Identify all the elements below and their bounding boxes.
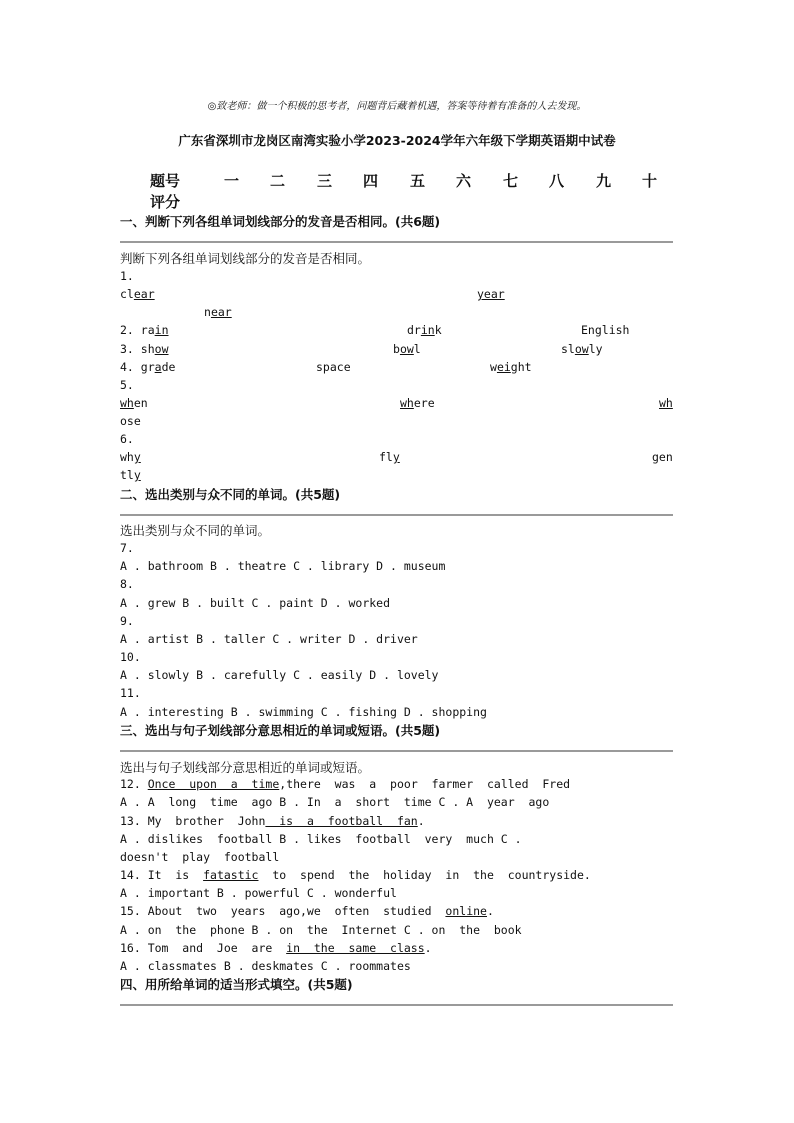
score-label: 评分: [150, 193, 181, 211]
score-col-6: 六: [456, 172, 472, 190]
score-col-2: 二: [270, 172, 286, 190]
q10-number: 10.: [120, 650, 141, 664]
section4-heading: 四、用所给单词的适当形式填空。(共5题): [120, 977, 353, 992]
score-col-1: 一: [224, 172, 240, 190]
q14-options: A . important B . powerful C . wonderful: [120, 886, 397, 900]
section-divider: [120, 241, 673, 243]
q1-word3: near: [204, 305, 232, 319]
score-col-8: 八: [549, 172, 565, 190]
section2-heading: 二、选出类别与众不同的单词。(共5题): [120, 487, 341, 502]
q15-options: A . on the phone B . on the Internet C . on the book: [120, 923, 522, 937]
section-divider: [120, 750, 673, 752]
q12-sentence: 12. Once upon a time,there was a poor farmer called Fred: [120, 777, 571, 791]
q11-number: 11.: [120, 686, 141, 700]
score-col-7: 七: [503, 172, 519, 190]
q7-number: 7.: [120, 541, 134, 555]
q6-number: 6.: [120, 432, 134, 446]
q16-options: A . classmates B . deskmates C . roommates: [120, 959, 411, 973]
q2-line: 2. rain: [120, 323, 169, 337]
section1-heading: 一、判断下列各组单词划线部分的发音是否相同。(共6题): [120, 214, 441, 229]
q11-options: A . interesting B . swimming C . fishing D . shopping: [120, 705, 487, 719]
q3-word3: slowly: [561, 342, 603, 356]
score-col-10: 十: [642, 172, 658, 190]
q8-number: 8.: [120, 577, 134, 591]
score-col-3: 三: [317, 172, 333, 190]
q6-word3-part2: tly: [120, 468, 141, 482]
section1-instruction: 判断下列各组单词划线部分的发音是否相同。: [120, 251, 371, 266]
q7-options: A . bathroom B . theatre C . library D . museum: [120, 559, 446, 573]
q1-word2: year: [477, 287, 505, 301]
q4-line: 4. grade: [120, 360, 176, 374]
q5-word1: when: [120, 396, 148, 410]
q5-number: 5.: [120, 378, 134, 392]
score-col-4: 四: [363, 172, 379, 190]
q16-sentence: 16. Tom and Joe are in the same class.: [120, 941, 432, 955]
exam-title: 广东省深圳市龙岗区南湾实验小学2023-2024学年六年级下学期英语期中试卷: [178, 133, 616, 148]
score-col-5: 五: [410, 172, 426, 190]
q13-options: A . dislikes football B . likes football very much C .: [120, 832, 522, 846]
motto-text: ◎致老师：做一个积极的思考者，问题背后藏着机遇，答案等待着有准备的人去发现。: [207, 101, 587, 112]
q5-word3-part2: ose: [120, 414, 141, 428]
q3-word2: bowl: [393, 342, 421, 356]
q2-word3: English: [581, 323, 630, 337]
q12-options: A . A long time ago B . In a short time C . A year ago: [120, 795, 550, 809]
q13-sentence: 13. My brother John is a football fan.: [120, 814, 425, 828]
q13-options-cont: doesn't play football: [120, 850, 280, 864]
q14-sentence: 14. It is fatastic to spend the holiday in the countryside.: [120, 868, 591, 882]
q15-sentence: 15. About two years ago,we often studied online.: [120, 904, 494, 918]
score-question-label: 题号: [150, 172, 181, 190]
section-divider: [120, 514, 673, 516]
q9-options: A . artist B . taller C . writer D . driver: [120, 632, 418, 646]
q5-word2: where: [400, 396, 435, 410]
q2-word2: drink: [407, 323, 442, 337]
q5-word3-part1: wh: [659, 396, 673, 410]
section3-heading: 三、选出与句子划线部分意思相近的单词或短语。(共5题): [120, 723, 441, 738]
q10-options: A . slowly B . carefully C . easily D . lovely: [120, 668, 439, 682]
q4-word3: weight: [490, 360, 532, 374]
score-col-9: 九: [596, 172, 612, 190]
q4-word2: space: [316, 360, 351, 374]
q1-number: 1.: [120, 269, 134, 283]
section2-instruction: 选出类别与众不同的单词。: [120, 523, 271, 538]
q9-number: 9.: [120, 614, 134, 628]
q6-word3-part1: gen: [652, 450, 673, 464]
q6-word2: fly: [379, 450, 400, 464]
q1-word1: clear: [120, 287, 155, 301]
section3-instruction: 选出与句子划线部分意思相近的单词或短语。: [120, 760, 371, 775]
q8-options: A . grew B . built C . paint D . worked: [120, 596, 391, 610]
q3-line: 3. show: [120, 342, 169, 356]
q6-word1: why: [120, 450, 141, 464]
section-divider: [120, 1004, 673, 1006]
